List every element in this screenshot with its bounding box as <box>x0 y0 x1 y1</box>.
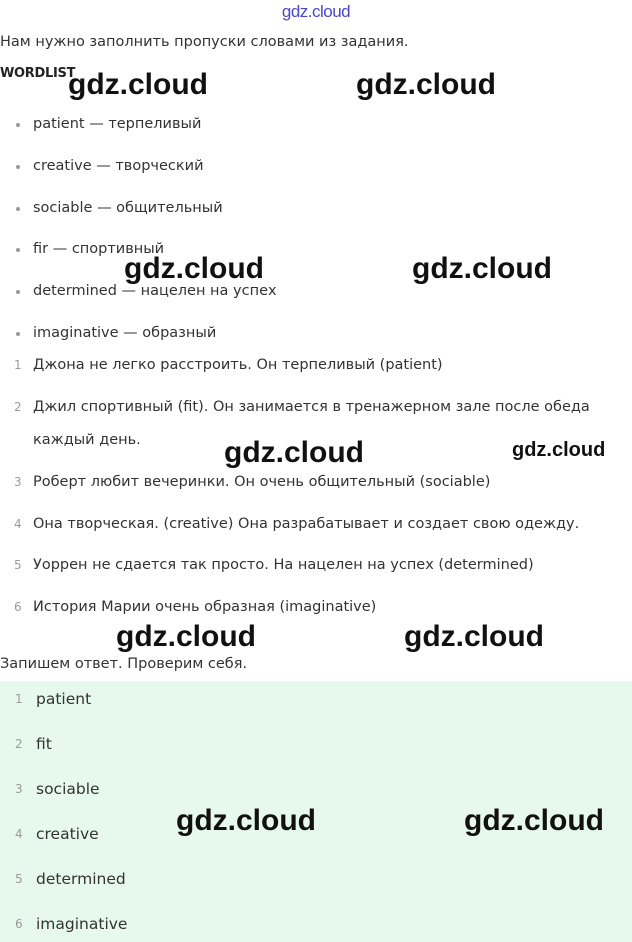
sentence-number: 3 <box>14 475 22 489</box>
bullet-icon <box>16 248 20 252</box>
wordlist-item-text: patient — терпеливый <box>33 116 202 132</box>
answer-text: sociable <box>36 780 100 798</box>
answer-text: fit <box>36 735 52 753</box>
watermark: gdz.cloud <box>356 68 496 101</box>
answer-text: imaginative <box>36 915 128 933</box>
answer-text: patient <box>36 690 92 708</box>
watermark: gdz.cloud <box>224 436 364 469</box>
wordlist-item-text: fir — спортивный <box>33 241 165 257</box>
wordlist-title: WORDLIST <box>0 66 76 81</box>
answer-number: 6 <box>15 917 23 931</box>
answer-number: 3 <box>15 782 23 796</box>
answer-label: Запишем ответ. Проверим себя. <box>0 656 248 672</box>
sentence-text: Уоррен не сдается так просто. На нацелен на успех (determined) <box>33 557 534 573</box>
header-watermark: gdz.cloud <box>281 2 351 21</box>
watermark: gdz.cloud <box>404 620 544 653</box>
sentence-number: 1 <box>14 358 22 372</box>
watermark: gdz.cloud <box>124 252 264 285</box>
bullet-icon <box>16 290 20 294</box>
sentence-text: Джил спортивный (fit). Он занимается в тренажерном зале после обеда каждый день. <box>33 399 590 448</box>
watermark: gdz.cloud <box>176 804 316 837</box>
sentence-text: Роберт любит вечеринки. Он очень общительный (sociable) <box>33 474 491 490</box>
answer-text: determined <box>36 870 126 888</box>
intro-text: Нам нужно заполнить пропуски словами из задания. <box>0 34 409 50</box>
bullet-icon <box>16 332 20 336</box>
wordlist-item-text: imaginative — образный <box>33 325 217 341</box>
wordlist-item-text: sociable — общительный <box>33 200 223 216</box>
sentence-text: Джона не легко расстроить. Он терпеливый (patient) <box>33 357 443 373</box>
bullet-icon <box>16 165 20 169</box>
wordlist-item-text: determined — нацелен на успех <box>33 283 277 299</box>
wordlist-item-text: creative — творческий <box>33 158 204 174</box>
sentence-text: Она творческая. (creative) Она разрабатывает и создает свою одежду. <box>33 516 580 532</box>
bullet-icon <box>16 207 20 211</box>
answer-number: 2 <box>15 737 23 751</box>
sentence-number: 4 <box>14 517 22 531</box>
watermark: gdz.cloud <box>412 252 552 285</box>
watermark: gdz.cloud <box>464 804 604 837</box>
answer-number: 5 <box>15 872 23 886</box>
sentence-number: 2 <box>14 400 22 414</box>
watermark: gdz.cloud <box>512 439 606 461</box>
bullet-icon <box>16 123 20 127</box>
answer-text: creative <box>36 825 99 843</box>
sentence-number: 6 <box>14 600 22 614</box>
answer-number: 1 <box>15 692 23 706</box>
watermark: gdz.cloud <box>68 68 208 101</box>
sentence-number: 5 <box>14 558 22 572</box>
answer-number: 4 <box>15 827 23 841</box>
watermark: gdz.cloud <box>116 620 256 653</box>
sentence-text: История Марии очень образная (imaginative) <box>33 599 377 615</box>
